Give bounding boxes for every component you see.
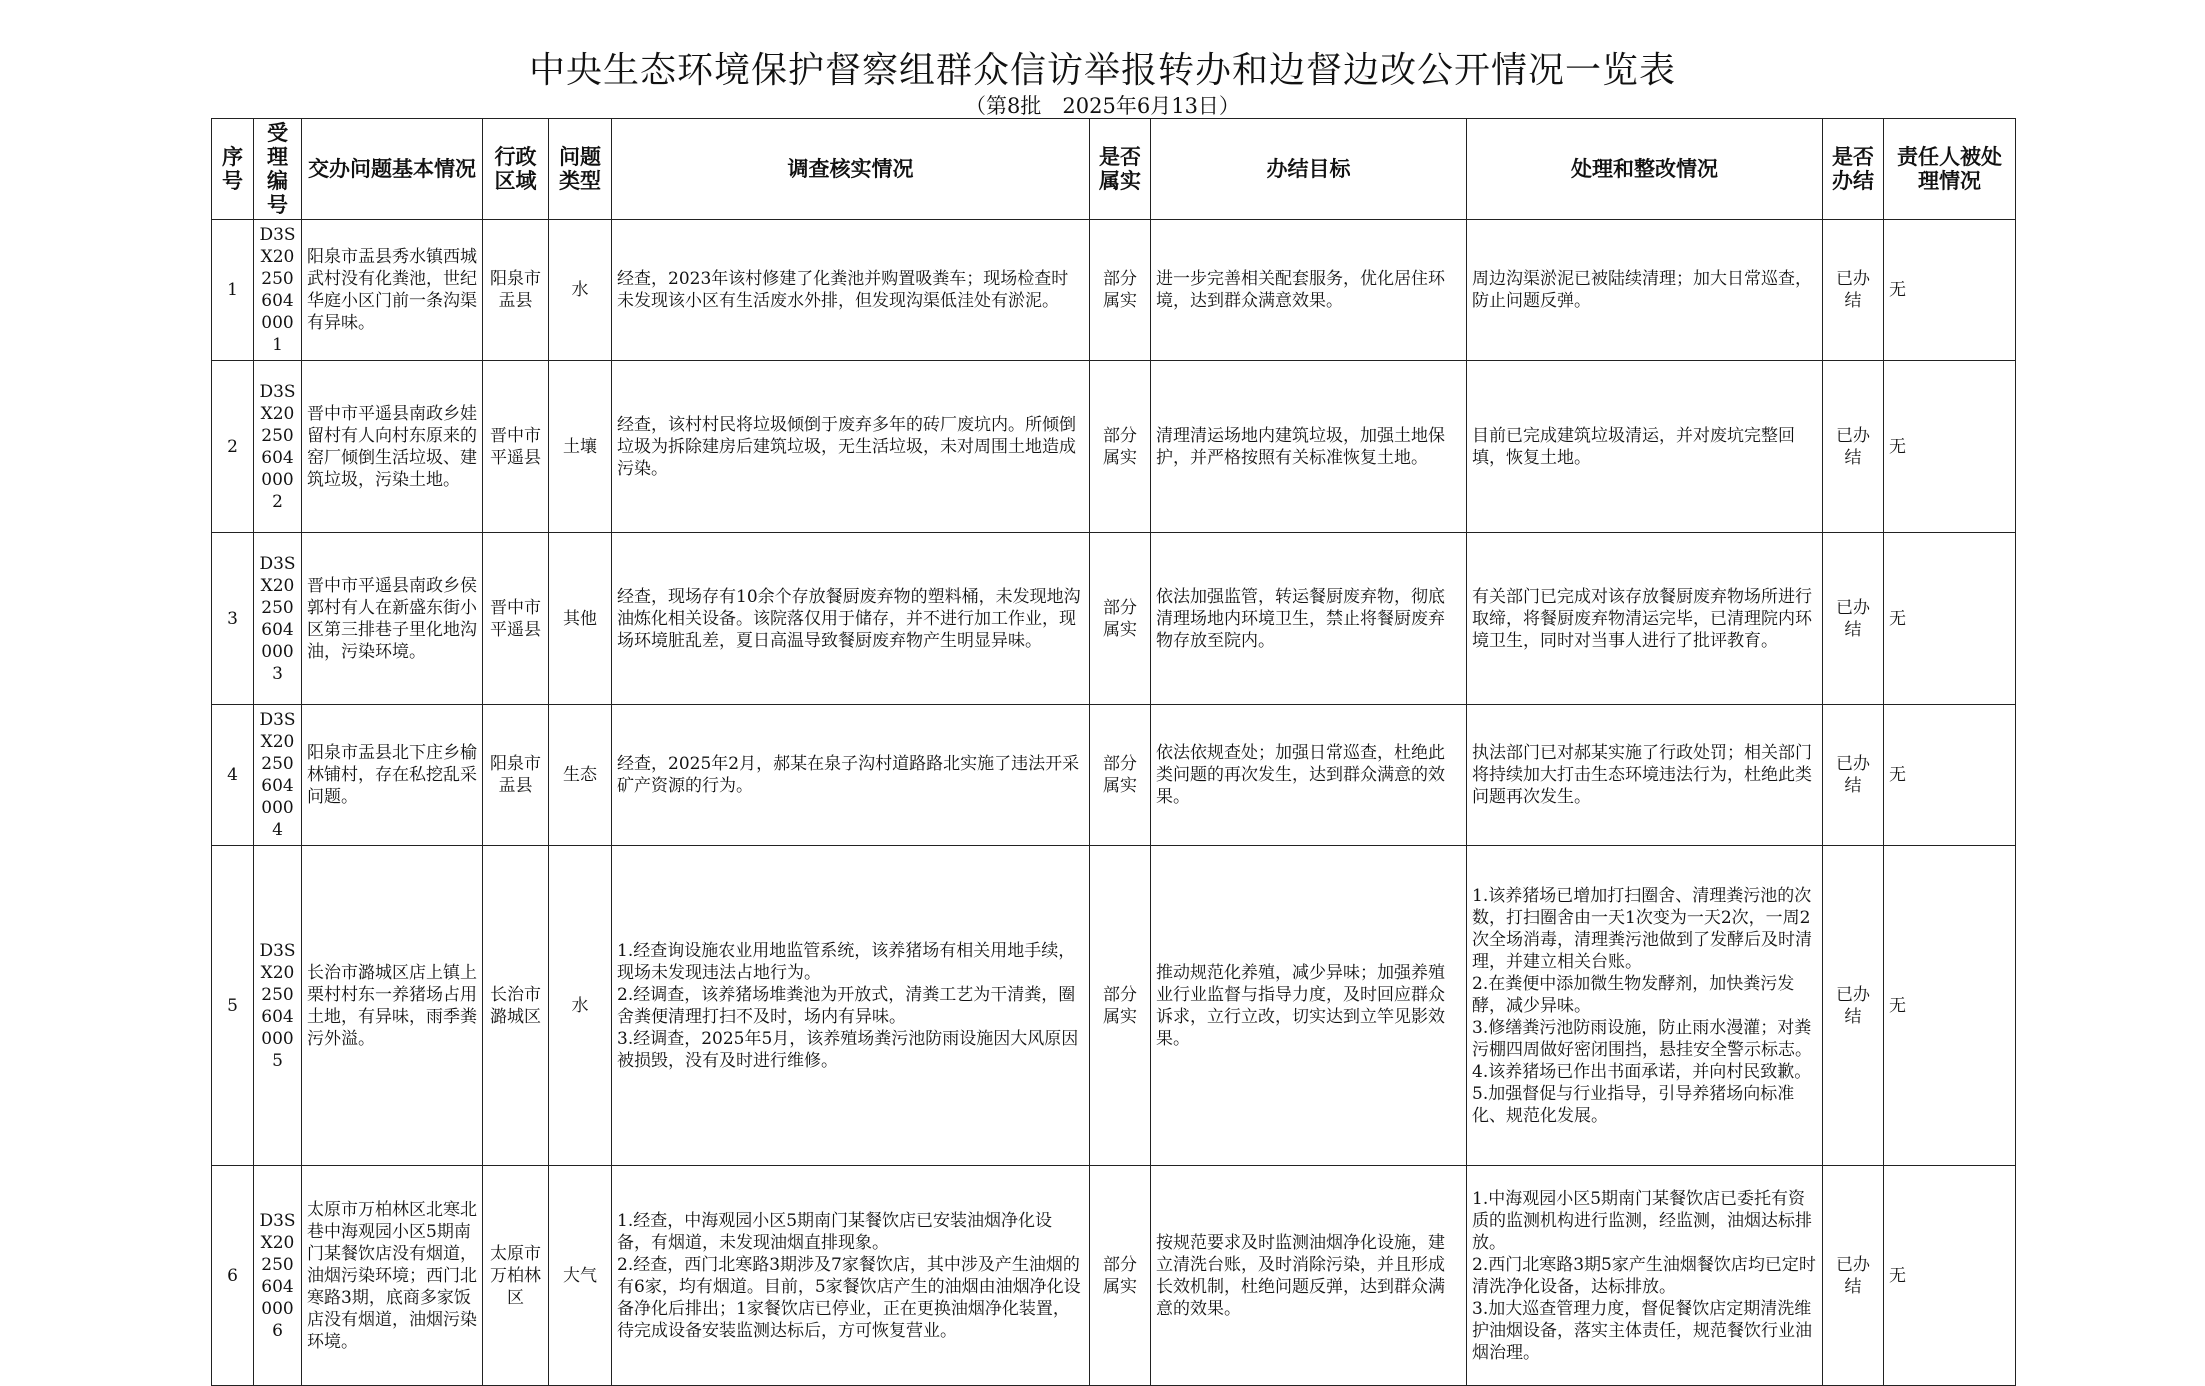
table-row (212, 705, 2016, 846)
header-target: 办结目标 (1151, 119, 1467, 220)
row-handling-paragraph: 1.中海观园小区5期南门某餐饮店已委托有资质的监测机构进行监测，经监测，油烟达标排放。 (1472, 1188, 1812, 1253)
row-code: D3SX202506040004 (254, 705, 302, 846)
row-investigation-paragraph: 经查，该村村民将垃圾倾倒于废弃多年的砖厂废坑内。所倾倒垃圾为拆除建房后建筑垃圾，无生活垃圾，未对周围土地造成污染。 (617, 414, 1076, 479)
row-handling-paragraph: 3.加大巡查管理力度，督促餐饮店定期清洗维护油烟设备，落实主体责任，规范餐饮行业油烟治理。 (1472, 1298, 1812, 1363)
row-handling-paragraph: 执法部门已对郝某实施了行政处罚；相关部门将持续加大打击生态环境违法行为，杜绝此类问题再次发生。 (1472, 743, 1812, 807)
row-accountability: 无 (1884, 846, 2016, 1166)
header-verified: 是否属实 (1090, 119, 1151, 220)
row-region: 阳泉市盂县 (483, 705, 549, 846)
header-handling: 处理和整改情况 (1467, 119, 1823, 220)
row-number: 2 (212, 361, 254, 533)
row-number: 4 (212, 705, 254, 846)
row-investigation-paragraph: 经查，2025年2月，郝某在泉子沟村道路路北实施了违法开采矿产资源的行为。 (617, 754, 1080, 796)
row-issue: 阳泉市盂县北下庄乡榆林铺村，存在私挖乱采问题。 (302, 705, 483, 846)
row-handling-paragraph: 周边沟渠淤泥已被陆续清理；加大日常巡查，防止问题反弹。 (1472, 269, 1812, 311)
row-verified: 部分属实 (1090, 705, 1151, 846)
row-handling-paragraph: 2.在粪便中添加微生物发酵剂，加快粪污发酵，减少异味。 (1472, 973, 1795, 1016)
row-target: 按规范要求及时监测油烟净化设施，建立清洗台账，及时消除污染，并且形成长效机制，杜绝问题反弹，达到群众满意的效果。 (1151, 1166, 1467, 1386)
row-type: 水 (549, 220, 612, 361)
row-handling-paragraph: 5.加强督促与行业指导，引导养猪场向标准化、规范化发展。 (1472, 1083, 1795, 1126)
row-verified: 部分属实 (1090, 1166, 1151, 1386)
row-investigation-paragraph: 3.经调查，2025年5月，该养殖场粪污池防雨设施因大风原因被损毁，没有及时进行维修。 (617, 1028, 1079, 1071)
row-investigation-paragraph: 1.经查，中海观园小区5期南门某餐饮店已安装油烟净化设备，有烟道，未发现油烟直排现象。 (617, 1210, 1053, 1253)
header-completed: 是否办结 (1823, 119, 1884, 220)
row-verified: 部分属实 (1090, 846, 1151, 1166)
report-table (211, 118, 2016, 1386)
row-handling (1467, 1166, 1823, 1386)
row-issue: 晋中市平遥县南政乡侯郭村有人在新盛东街小区第三排巷子里化地沟油，污染环境。 (302, 533, 483, 705)
row-handling-paragraph: 4.该养猪场已作出书面承诺，并向村民致歉。 (1472, 1061, 1812, 1082)
row-investigation-paragraph: 2.经查，西门北寒路3期涉及7家餐饮店，其中涉及产生油烟的有6家，均有烟道。目前，5家餐饮店产生的油烟由油烟净化设备净化后排出；1家餐饮店已停业，正在更换油烟净化装置，待完成设备安装监测达标后，方可恢复营业。 (617, 1254, 1081, 1341)
row-investigation (612, 361, 1090, 533)
table-body (212, 220, 2016, 1386)
header-investigation: 调查核实情况 (612, 119, 1090, 220)
row-region: 阳泉市盂县 (483, 220, 549, 361)
row-issue: 太原市万柏林区北寒北巷中海观园小区5期南门某餐饮店没有烟道，油烟污染环境；西门北寒路3期，底商多家饭店没有烟道，油烟污染环境。 (302, 1166, 483, 1386)
row-handling (1467, 846, 1823, 1166)
header-type: 问题类型 (549, 119, 612, 220)
row-investigation-paragraph: 1.经查询设施农业用地监管系统，该养猪场有相关用地手续，现场未发现违法占地行为。 (617, 940, 1076, 983)
row-number: 3 (212, 533, 254, 705)
row-code: D3SX202506040001 (254, 220, 302, 361)
row-region: 晋中市平遥县 (483, 361, 549, 533)
header-no: 序号 (212, 119, 254, 220)
row-handling-paragraph: 3.修缮粪污池防雨设施，防止雨水漫灌；对粪污棚四周做好密闭围挡，悬挂安全警示标志。 (1472, 1017, 1812, 1060)
row-issue: 阳泉市盂县秀水镇西城武村没有化粪池，世纪华庭小区门前一条沟渠有异味。 (302, 220, 483, 361)
row-target: 清理清运场地内建筑垃圾，加强土地保护，并严格按照有关标准恢复土地。 (1151, 361, 1467, 533)
row-completed: 已办结 (1823, 220, 1884, 361)
row-type: 其他 (549, 533, 612, 705)
row-number: 1 (212, 220, 254, 361)
row-verified: 部分属实 (1090, 220, 1151, 361)
row-investigation-paragraph: 2.经调查，该养猪场堆粪池为开放式，清粪工艺为干清粪，圈舍粪便清理打扫不及时，场内有异味。 (617, 984, 1076, 1027)
row-investigation (612, 705, 1090, 846)
table-header-row (212, 119, 2016, 220)
row-code: D3SX202506040005 (254, 846, 302, 1166)
batch-date-subtitle: （第8批 2025年6月13日） (965, 94, 1240, 118)
row-handling-paragraph: 有关部门已完成对该存放餐厨废弃物场所进行取缔，将餐厨废弃物清运完毕，已清理院内环境卫生，同时对当事人进行了批评教育。 (1472, 586, 1812, 651)
row-investigation (612, 1166, 1090, 1386)
row-completed: 已办结 (1823, 361, 1884, 533)
row-completed: 已办结 (1823, 1166, 1884, 1386)
row-verified: 部分属实 (1090, 361, 1151, 533)
row-type: 生态 (549, 705, 612, 846)
row-issue: 晋中市平遥县南政乡娃留村有人向村东原来的窑厂倾倒生活垃圾、建筑垃圾，污染土地。 (302, 361, 483, 533)
row-target: 依法依规查处；加强日常巡查，杜绝此类问题的再次发生，达到群众满意的效果。 (1151, 705, 1467, 846)
row-verified: 部分属实 (1090, 533, 1151, 705)
row-investigation-paragraph: 经查，2023年该村修建了化粪池并购置吸粪车；现场检查时未发现该小区有生活废水外排，但发现沟渠低洼处有淤泥。 (617, 269, 1069, 311)
row-accountability: 无 (1884, 361, 2016, 533)
row-target: 推动规范化养殖，减少异味；加强养殖业行业监督与指导力度，及时回应群众诉求，立行立改，切实达到立竿见影效果。 (1151, 846, 1467, 1166)
table-row (212, 846, 2016, 1166)
row-handling (1467, 533, 1823, 705)
table-row (212, 533, 2016, 705)
row-accountability: 无 (1884, 1166, 2016, 1386)
row-type: 大气 (549, 1166, 612, 1386)
header-issue: 交办问题基本情况 (302, 119, 483, 220)
row-type: 水 (549, 846, 612, 1166)
row-region: 长治市潞城区 (483, 846, 549, 1166)
row-investigation (612, 533, 1090, 705)
header-accountability: 责任人被处理情况 (1884, 119, 2016, 220)
row-completed: 已办结 (1823, 846, 1884, 1166)
row-target: 进一步完善相关配套服务，优化居住环境，达到群众满意效果。 (1151, 220, 1467, 361)
row-target: 依法加强监管，转运餐厨废弃物，彻底清理场地内环境卫生，禁止将餐厨废弃物存放至院内。 (1151, 533, 1467, 705)
row-handling-paragraph: 1.该养猪场已增加打扫圈舍、清理粪污池的次数，打扫圈舍由一天1次变为一天2次，一周2次全场消毒，清理粪污池做到了发酵后及时清理，并建立相关台账。 (1472, 885, 1812, 972)
row-handling-paragraph: 目前已完成建筑垃圾清运，并对废坑完整回填，恢复土地。 (1472, 425, 1795, 468)
row-handling (1467, 361, 1823, 533)
page-title: 中央生态环境保护督察组群众信访举报转办和边督边改公开情况一览表 (528, 50, 1676, 91)
header-code: 受理编号 (254, 119, 302, 220)
row-region: 晋中市平遥县 (483, 533, 549, 705)
row-handling (1467, 705, 1823, 846)
table-row (212, 1166, 2016, 1386)
header-region: 行政区域 (483, 119, 549, 220)
row-handling (1467, 220, 1823, 361)
row-completed: 已办结 (1823, 705, 1884, 846)
row-investigation-paragraph: 经查，现场存有10余个存放餐厨废弃物的塑料桶，未发现地沟油炼化相关设备。该院落仅用于储存，并不进行加工作业，现场环境脏乱差，夏日高温导致餐厨废弃物产生明显异味。 (617, 586, 1081, 651)
row-completed: 已办结 (1823, 533, 1884, 705)
table-row (212, 220, 2016, 361)
row-handling-paragraph: 2.西门北寒路3期5家产生油烟餐饮店均已定时清洗净化设备，达标排放。 (1472, 1254, 1816, 1297)
row-accountability: 无 (1884, 220, 2016, 361)
row-code: D3SX202506040003 (254, 533, 302, 705)
row-region: 太原市万柏林区 (483, 1166, 549, 1386)
row-code: D3SX202506040002 (254, 361, 302, 533)
row-investigation (612, 220, 1090, 361)
row-issue: 长治市潞城区店上镇上栗村村东一养猪场占用土地，有异味，雨季粪污外溢。 (302, 846, 483, 1166)
row-accountability: 无 (1884, 705, 2016, 846)
row-number: 5 (212, 846, 254, 1166)
table-row (212, 361, 2016, 533)
row-accountability: 无 (1884, 533, 2016, 705)
row-type: 土壤 (549, 361, 612, 533)
row-investigation (612, 846, 1090, 1166)
row-number: 6 (212, 1166, 254, 1386)
row-code: D3SX202506040006 (254, 1166, 302, 1386)
